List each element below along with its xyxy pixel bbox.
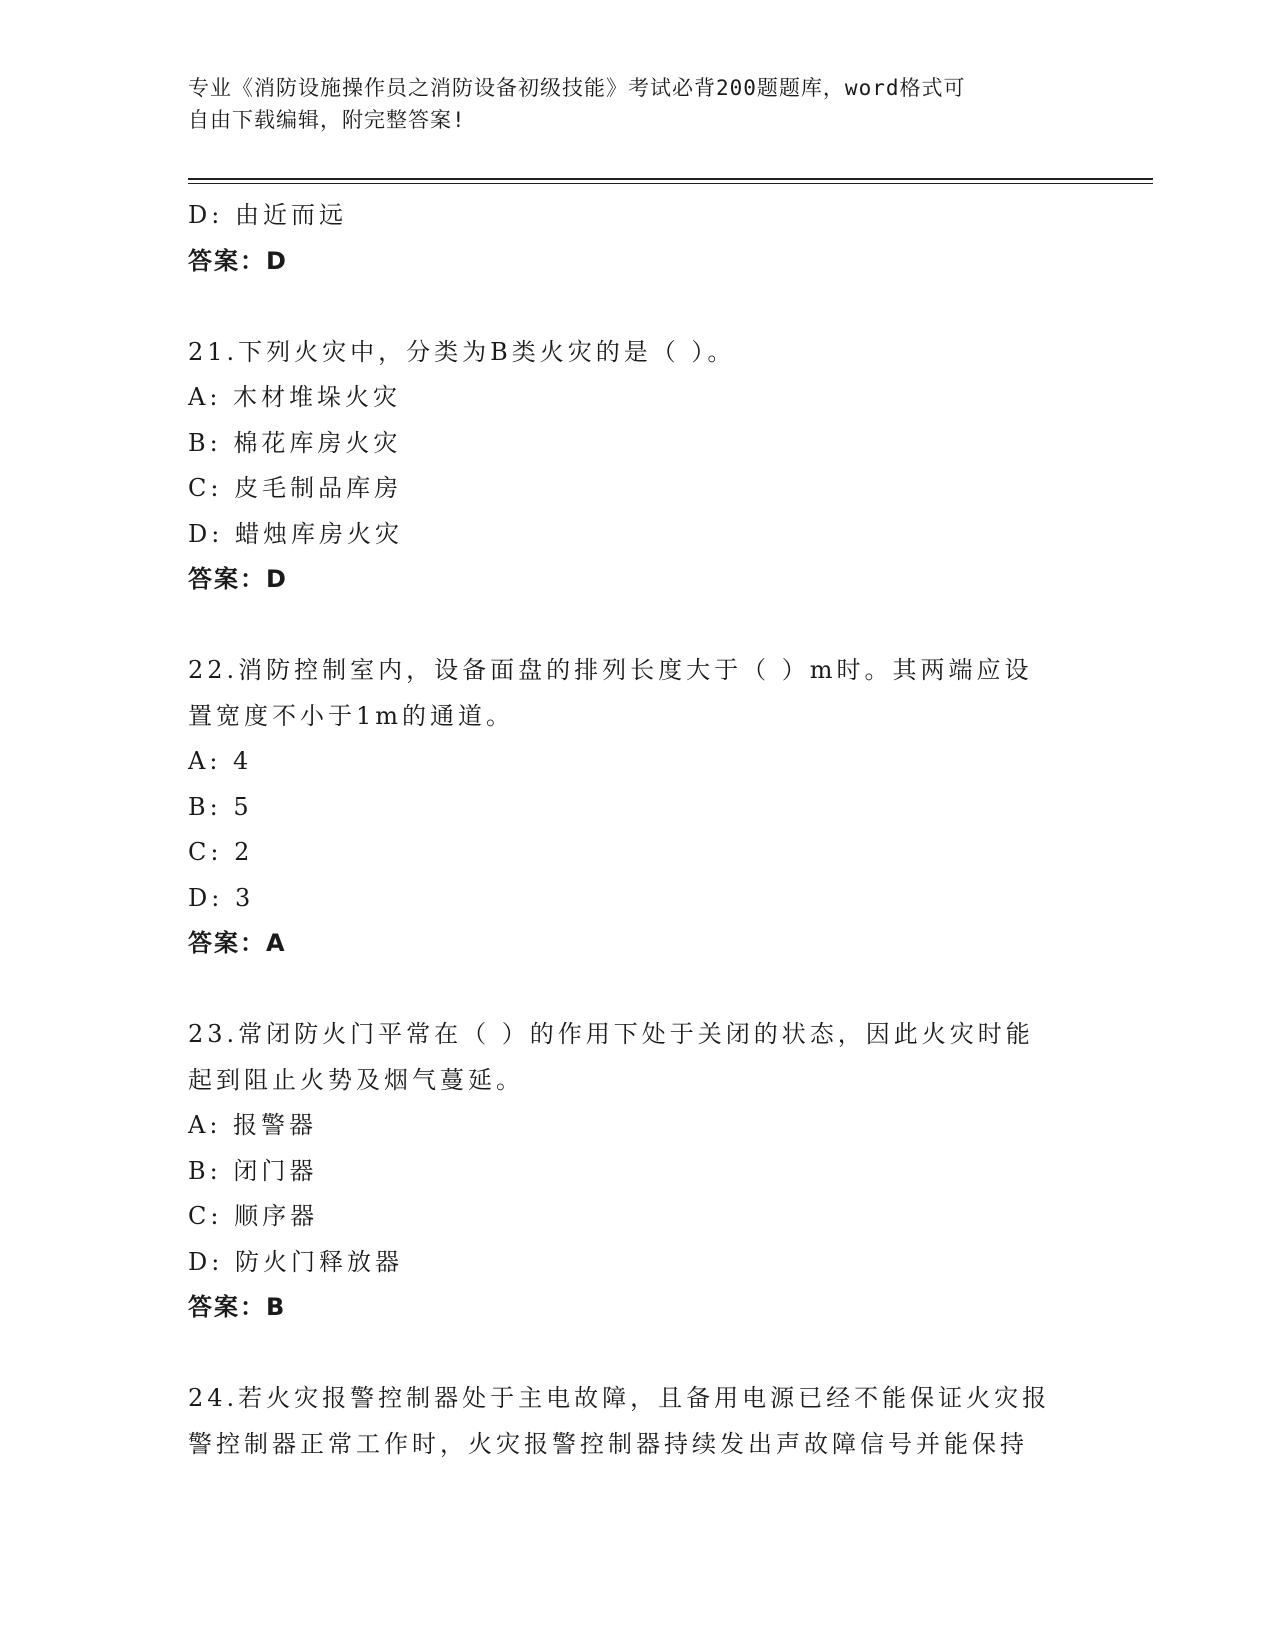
spacer — [188, 603, 1088, 649]
question-stem-line-1: 23.常闭防火门平常在（ ）的作用下处于关闭的状态，因此火灾时能 — [188, 1020, 1034, 1048]
header-divider-thin — [188, 183, 1153, 184]
answer: 答案：B — [188, 1293, 287, 1321]
question-stem-line-1: 22.消防控制室内，设备面盘的排列长度大于（ ）m时。其两端应设 — [188, 656, 1033, 684]
option-b: B: 棉花库房火灾 — [188, 428, 402, 457]
option-b: B: 5 — [188, 792, 253, 821]
question-content — [188, 193, 1088, 1467]
question-23 — [188, 1012, 1088, 1331]
answer: 答案：D — [188, 565, 288, 593]
question-stem-line-2: 警控制器正常工作时，火灾报警控制器持续发出声故障信号并能保持 — [188, 1429, 1028, 1458]
prev-answer: 答案：D — [188, 246, 288, 275]
option-c: C: 2 — [188, 838, 254, 866]
question-stem-line-2: 起到阻止火势及烟气蔓延。 — [188, 1065, 524, 1094]
question-stem-line-2: 置宽度不小于1m的通道。 — [188, 701, 515, 730]
question-stem: 21.下列火灾中，分类为B类火灾的是（ ）。 — [188, 337, 736, 366]
question-21 — [188, 330, 1088, 603]
option-c: C: 皮毛制品库房 — [188, 474, 403, 502]
option-a: A: 木材堆垛火灾 — [188, 383, 402, 411]
question-24 — [188, 1376, 1088, 1467]
header-line-1: 专业《消防设施操作员之消防设备初级技能》考试必背200题题库，word格式可 — [188, 76, 966, 100]
option-a: A: 报警器 — [188, 1111, 318, 1139]
option-c: C: 顺序器 — [188, 1202, 319, 1230]
prev-option-d: D: 由近而远 — [188, 201, 347, 229]
answer: 答案：A — [188, 929, 287, 957]
spacer — [188, 1331, 1088, 1377]
page-header — [188, 72, 1068, 136]
option-a: A: 4 — [188, 747, 253, 775]
spacer — [188, 284, 1088, 330]
option-d: D: 蜡烛库房火灾 — [188, 519, 403, 548]
option-b: B: 闭门器 — [188, 1156, 318, 1185]
header-line-2: 自由下载编辑，附完整答案! — [188, 108, 466, 132]
option-d: D: 3 — [188, 883, 255, 912]
question-22 — [188, 648, 1088, 967]
spacer — [188, 967, 1088, 1013]
option-d: D: 防火门释放器 — [188, 1247, 403, 1276]
header-divider-thick — [188, 178, 1153, 180]
question-stem-line-1: 24.若火灾报警控制器处于主电故障，且备用电源已经不能保证火灾报 — [188, 1384, 1051, 1412]
